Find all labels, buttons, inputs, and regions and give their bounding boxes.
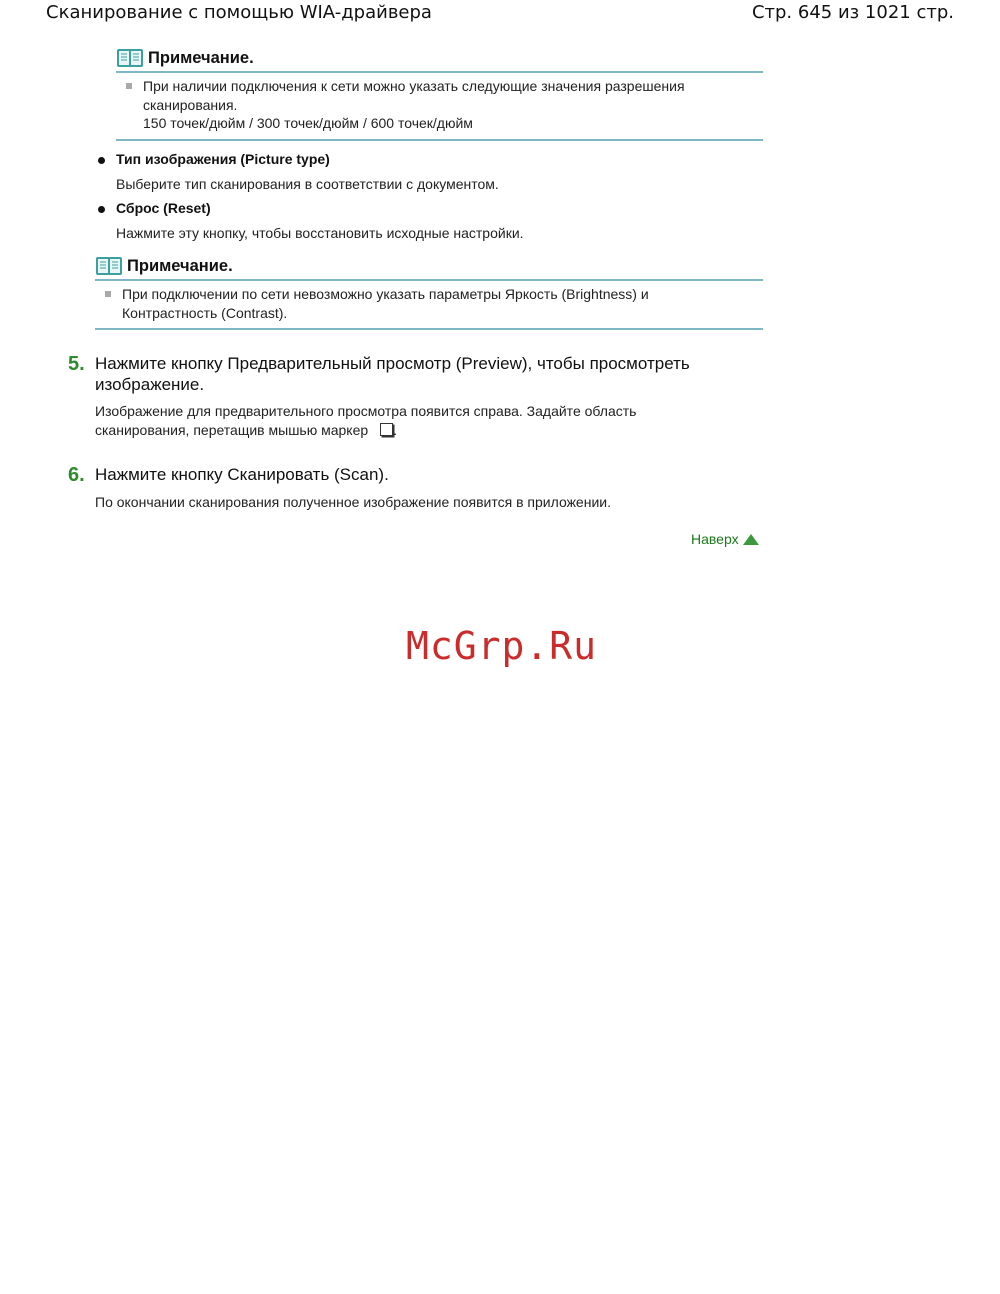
bullet-description: Выберите тип сканирования в соответствии с документом. — [116, 176, 499, 192]
note-title: Примечание. — [148, 48, 254, 67]
back-to-top-label: Наверх — [691, 531, 739, 547]
square-bullet-icon — [105, 291, 111, 297]
step-number: 6. — [68, 464, 85, 486]
square-bullet-icon — [126, 83, 132, 89]
note-text-line: 150 точек/дюйм / 300 точек/дюйм / 600 точек/дюйм — [143, 115, 473, 131]
note-body — [95, 281, 763, 330]
step-title: Нажмите кнопку Предварительный просмотр (Preview), чтобы просмотреть изображение. — [95, 354, 690, 394]
open-book-icon — [95, 255, 123, 277]
note-header — [95, 253, 763, 281]
up-triangle-icon — [743, 534, 759, 545]
note-list-item — [105, 285, 763, 322]
step-5 — [68, 353, 768, 443]
bullet-dot-icon — [98, 157, 105, 164]
step-description — [95, 402, 735, 440]
note-box — [95, 253, 763, 330]
watermark: McGrp.Ru — [406, 624, 598, 668]
note-box — [116, 45, 763, 141]
note-header — [116, 45, 763, 73]
page-counter: Стр. 645 из 1021 стр. — [751, 2, 954, 23]
bullet-description: Нажмите эту кнопку, чтобы восстановить исходные настройки. — [116, 225, 524, 241]
step-6 — [68, 464, 768, 514]
note-text-line: При подключении по сети невозможно указать параметры Яркость (Brightness) и — [122, 286, 649, 302]
note-text-line: При наличии подключения к сети можно указать следующие значения разрешения — [143, 78, 685, 94]
note-list-item — [126, 77, 763, 133]
back-to-top-link[interactable] — [691, 531, 759, 547]
marker-square-icon — [380, 423, 393, 436]
bullet-dot-icon — [98, 206, 105, 213]
page-header-title: Сканирование с помощью WIA-драйвера — [46, 2, 432, 23]
note-title: Примечание. — [127, 256, 233, 275]
step-description-line: По окончании сканирования полученное изображение появится в приложении. — [95, 494, 611, 510]
note-text-line: сканирования. — [143, 96, 238, 113]
step-description-line: Изображение для предварительного просмотра появится справа. Задайте область — [95, 403, 637, 419]
bullet-title: Сброс (Reset) — [116, 200, 211, 216]
step-description — [95, 493, 735, 512]
step-description-line: сканирования, перетащив мышью маркер . — [95, 422, 398, 438]
bullet-title: Тип изображения (Picture type) — [116, 151, 330, 167]
step-title: Нажмите кнопку Сканировать (Scan). — [95, 465, 389, 484]
note-body — [116, 73, 763, 141]
step-number: 5. — [68, 353, 85, 375]
note-text-line: Контрастность (Contrast). — [122, 304, 288, 321]
open-book-icon — [116, 47, 144, 69]
